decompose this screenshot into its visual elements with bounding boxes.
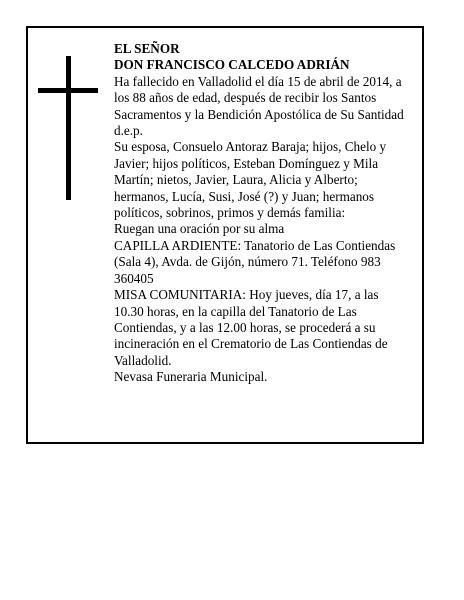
mass-details: MISA COMUNITARIA: Hoy jueves, día 17, a las 10.30 horas, en la capilla del Tanatorio de Las Contiendas, y a las 12.00 horas, se procederá a su incineración en el Crematorio de Las Contiendas de Valladolid. <box>114 287 388 368</box>
obituary-notice <box>26 26 424 444</box>
funeral-home: Nevasa Funeraria Municipal. <box>114 369 268 385</box>
death-announcement: Ha fallecido en Valladolid el día 15 de abril de 2014, a los 88 años de edad, después de recibir los Santos Sacramentos y la Bendición Apostólica de Su Santidad d.e.p. <box>114 73 404 139</box>
prayer-request: Ruegan una oración por su alma <box>114 221 285 237</box>
cross-icon <box>38 56 98 200</box>
wake-location: CAPILLA ARDIENTE: Tanatorio de Las Contiendas (Sala 4), Avda. de Gijón, número 71. Teléfono 983 360405 <box>114 237 396 286</box>
deceased-name: DON FRANCISCO CALCEDO ADRIÁN <box>114 57 350 73</box>
heading-title: EL SEÑOR <box>114 41 180 56</box>
obituary-text <box>114 41 408 386</box>
family-list: Su esposa, Consuelo Antoraz Baraja; hijos, Chelo y Javier; hijos políticos, Esteban Domínguez y Mila Martín; nietos, Javier, Laura, Alicia y Alberto; hermanos, Lucía, Susi, José (?) y Juan; hermanos políticos, sobrinos, primos y demás familia: <box>114 139 387 221</box>
